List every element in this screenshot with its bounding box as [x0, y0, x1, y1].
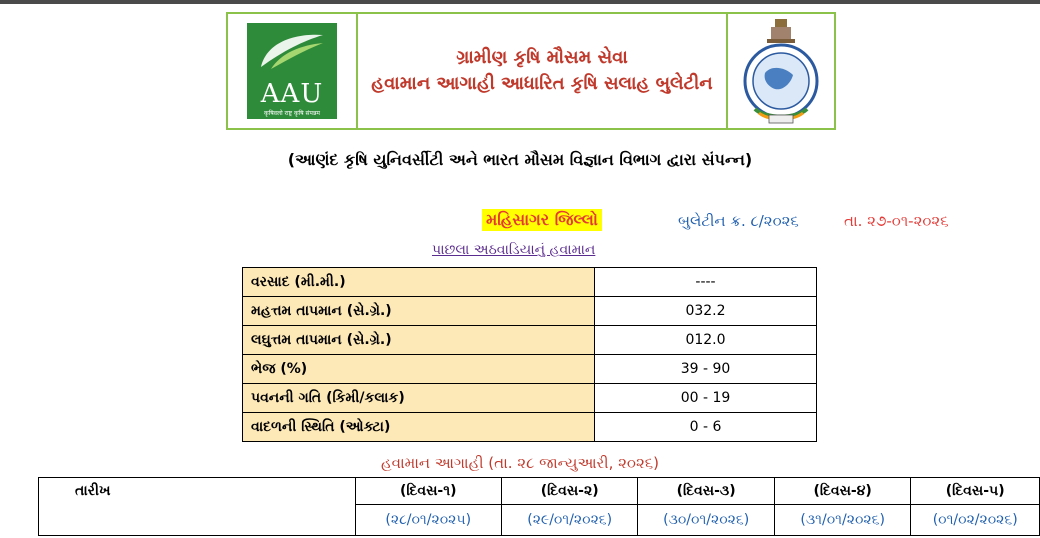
day-5-date: (૦૧/૦૨/૨૦૨૬) [911, 505, 1040, 536]
day-3-date: (૩૦/૦૧/૨૦૨૬) [638, 505, 775, 536]
rainfall-label: વરસાદ (મી.મી.) [243, 268, 595, 297]
aau-logo-cell [228, 14, 358, 128]
rainfall-value: ---- [595, 268, 817, 297]
wind-speed-value: 00 - 19 [595, 384, 817, 413]
forecast-heading: હવામાન આગાહી (તા. ૨૮ જાન્યુઆરી, ૨૦૨૬) [380, 454, 660, 472]
day-4-header: (દિવસ-૪) [774, 478, 910, 505]
past-weather-table [242, 267, 817, 442]
day-1-date: (૨૮/૦૧/૨૦૨૫) [355, 505, 501, 536]
table-row [243, 297, 817, 326]
bulletin-header [226, 12, 836, 130]
bulletin-date: તા. ૨૭-૦૧-૨૦૨૬ [844, 212, 949, 230]
humidity-label: ભેજ (%) [243, 355, 595, 384]
forecast-table [38, 477, 1040, 536]
imd-logo-cell [728, 14, 834, 128]
aau-logo [247, 23, 337, 119]
date-column-header: તારીખ [39, 478, 356, 536]
day-1-header: (દિવસ-૧) [355, 478, 501, 505]
min-temp-value: 012.0 [595, 326, 817, 355]
min-temp-label: લઘુત્તમ તાપમાન (સે.ગ્રે.) [243, 326, 595, 355]
wind-speed-label: પવનની ગતિ (કિમી/કલાક) [243, 384, 595, 413]
bulletin-subtitle: (આણંદ કૃષિ યુનિવર્સીટી અને ભારત મૌસમ વિજ્ઞાન વિભાગ દ્વારા સંપન્ન) [287, 150, 753, 169]
title-line-2: હવામાન આગાહી આધારિત કૃષિ સલાહ બુલેટીન [371, 73, 713, 94]
past-week-heading: પાછલા અઠવાડિયાનું હવામાન [432, 242, 596, 258]
imd-emblem-icon [735, 17, 827, 125]
bulletin-title [358, 14, 728, 128]
table-row [243, 355, 817, 384]
aau-logo-motto: कृषिवलो राष्ट्र कृषि संपन्नम [264, 110, 320, 117]
table-row [243, 384, 817, 413]
table-row [243, 326, 817, 355]
table-row [39, 478, 1040, 505]
max-temp-value: 032.2 [595, 297, 817, 326]
day-3-header: (દિવસ-૩) [638, 478, 775, 505]
title-line-1: ગ્રામીણ કૃષિ મૌસમ સેવા [456, 47, 628, 68]
day-4-date: (૩૧/૦૧/૨૦૨૬) [774, 505, 910, 536]
district-name: મહિસાગર જિલ્લો [482, 209, 602, 231]
day-2-header: (દિવસ-૨) [501, 478, 637, 505]
cloud-cover-label: વાદળની સ્થિતિ (ઓક્ટા) [243, 413, 595, 442]
top-border [0, 0, 1040, 4]
table-row [243, 413, 817, 442]
bulletin-number: બુલેટીન ક્ર. ૮/૨૦૨૬ [678, 212, 799, 230]
leaf-icon [257, 31, 327, 71]
max-temp-label: મહત્તમ તાપમાન (સે.ગ્રે.) [243, 297, 595, 326]
table-row [243, 268, 817, 297]
aau-logo-text: AAU [260, 79, 324, 109]
day-5-header: (દિવસ-૫) [911, 478, 1040, 505]
humidity-value: 39 - 90 [595, 355, 817, 384]
day-2-date: (૨૯/૦૧/૨૦૨૬) [501, 505, 637, 536]
cloud-cover-value: 0 - 6 [595, 413, 817, 442]
